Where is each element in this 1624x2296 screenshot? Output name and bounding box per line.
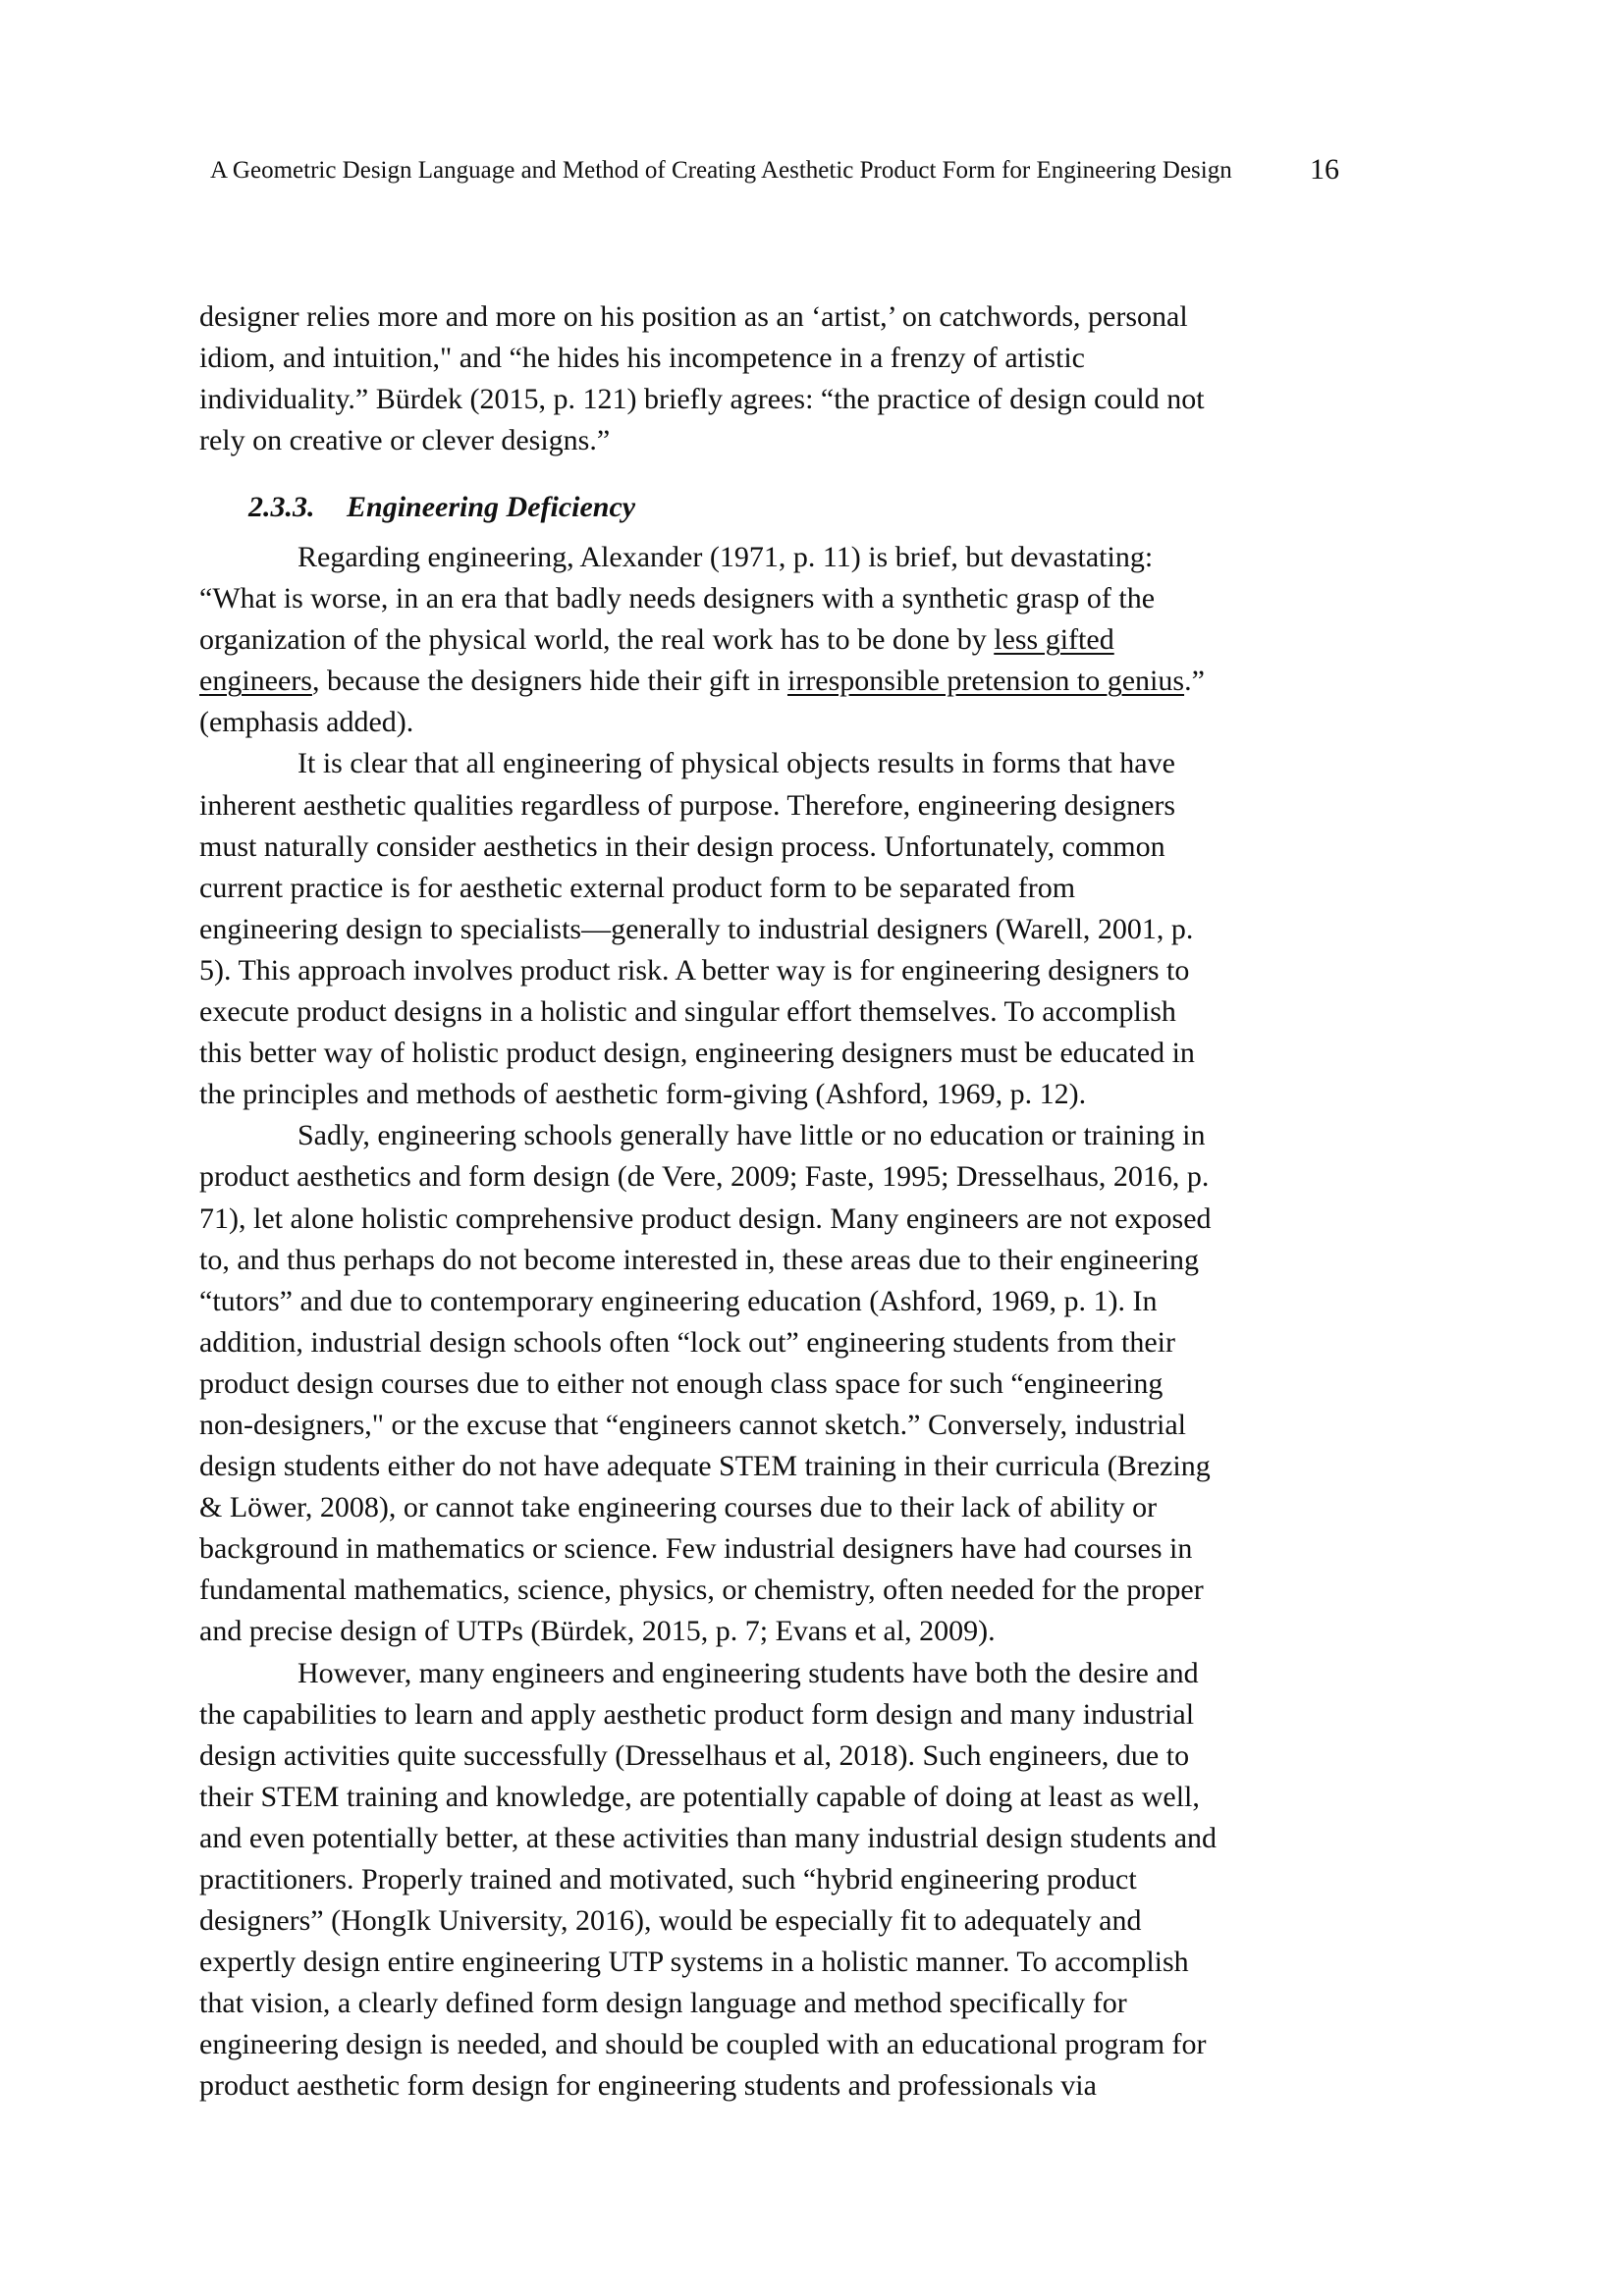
text-segment: , because the designers hide their gift in: [311, 665, 787, 698]
text-line: [199, 1859, 1217, 1900]
text-segment: the capabilities to learn and apply aesthetic product form design and many industrial: [199, 1697, 1195, 1731]
text-line: [199, 785, 1217, 827]
page-number: 16: [1310, 153, 1339, 186]
text-line: [199, 1033, 1217, 1074]
text-segment: and even potentially better, at these activities than many industrial design students and: [199, 1821, 1218, 1854]
text-line: [199, 2065, 1217, 2107]
text-line: [199, 1900, 1217, 1942]
text-segment: “tutors” and due to contemporary engineering education (Ashford, 1969, p. 1). In: [199, 1284, 1158, 1317]
text-segment: non-designers," or the excuse that “engineers cannot sketch.” Conversely, industrial: [199, 1408, 1186, 1441]
text-segment: It is clear that all engineering of physical objects results in forms that have: [298, 747, 1175, 780]
text-line: [199, 661, 1217, 702]
text-segment: idiom, and intuition," and “he hides his incompetence in a frenzy of artistic: [199, 342, 1085, 375]
text-segment: the principles and methods of aesthetic form-giving (Ashford, 1969, p. 12).: [199, 1078, 1087, 1111]
text-line: [199, 909, 1217, 950]
text-segment: to, and thus perhaps do not become interested in, these areas due to their engineering: [199, 1243, 1200, 1276]
text-line: [199, 950, 1217, 991]
text-line: [199, 1818, 1217, 1859]
text-segment: individuality.” Bürdek (2015, p. 121) briefly agrees: “the practice of design could not: [199, 383, 1205, 416]
text-segment: (emphasis added).: [199, 706, 414, 739]
text-segment: product aesthetic form design for engineering students and professionals via: [199, 2069, 1097, 2103]
text-line: [199, 1405, 1217, 1446]
text-line: [199, 1694, 1217, 1735]
text-line: [199, 379, 1205, 420]
text-segment: Sadly, engineering schools generally have little or no education or training in: [298, 1119, 1206, 1152]
underlined-emphasis: irresponsible pretension to genius: [786, 665, 1185, 698]
text-line: [199, 1777, 1217, 1818]
text-segment: this better way of holistic product design, engineering designers must be educated in: [199, 1037, 1195, 1070]
text-line: [199, 827, 1217, 868]
text-segment: must naturally consider aesthetics in their design process. Unfortunately, common: [199, 829, 1165, 863]
text-line: [199, 1611, 1217, 1652]
underlined-emphasis: engineers: [199, 665, 312, 698]
text-line: [199, 1653, 1217, 1694]
section-heading: [248, 487, 635, 528]
text-segment: 5). This approach involves product risk. A better way is for engineering designers to: [199, 953, 1190, 987]
text-line: [199, 1528, 1217, 1570]
text-segment: background in mathematics or science. Few industrial designers have had courses in: [199, 1532, 1193, 1566]
text-line: [199, 868, 1217, 909]
text-segment: design activities quite successfully (Dresselhaus et al, 2018). Such engineers, due to: [199, 1738, 1190, 1772]
text-line: [199, 1446, 1217, 1487]
text-segment: designers” (HongIk University, 2016), would be especially fit to adequately and: [199, 1904, 1142, 1938]
text-segment: design students either do not have adequate STEM training in their curricula (Brezing: [199, 1450, 1211, 1483]
text-segment: addition, industrial design schools often “lock out” engineering students from their: [199, 1325, 1175, 1359]
text-line: [199, 1487, 1217, 1528]
text-line: [199, 1942, 1217, 1983]
text-line: [199, 578, 1217, 619]
text-segment: designer relies more and more on his position as an ‘artist,’ on catchwords, personal: [199, 300, 1188, 333]
text-segment: current practice is for aesthetic external product form to be separated from: [199, 871, 1076, 904]
text-line: [199, 1115, 1217, 1156]
text-line: [199, 743, 1217, 784]
text-line: [199, 1074, 1217, 1115]
running-header: A Geometric Design Language and Method of Creating Aesthetic Product Form for Engineering Design: [210, 157, 1232, 184]
text-segment: “What is worse, in an era that badly needs designers with a synthetic grasp of the: [199, 582, 1156, 615]
text-segment: Regarding engineering, Alexander (1971, p. 11) is brief, but devastating:: [298, 541, 1154, 573]
text-segment: inherent aesthetic qualities regardless of purpose. Therefore, engineering designers: [199, 788, 1176, 822]
text-line: [199, 1570, 1217, 1611]
text-segment: .”: [1184, 665, 1205, 698]
text-segment: execute product designs in a holistic and singular effort themselves. To accomplish: [199, 995, 1176, 1029]
text-line: [199, 1240, 1217, 1281]
text-segment: engineering design to specialists—generally to industrial designers (Warell, 2001, p.: [199, 912, 1194, 945]
text-segment: their STEM training and knowledge, are potentially capable of doing at least as well,: [199, 1780, 1200, 1813]
text-line: [199, 338, 1205, 379]
text-segment: 71), let alone holistic comprehensive product design. Many engineers are not exposed: [199, 1201, 1212, 1235]
text-segment: and precise design of UTPs (Bürdek, 2015, p. 7; Evans et al, 2009).: [199, 1615, 996, 1648]
text-segment: practitioners. Properly trained and motivated, such “hybrid engineering product: [199, 1863, 1137, 1896]
text-segment: product design courses due to either not enough class space for such “engineering: [199, 1366, 1164, 1400]
text-line: [199, 619, 1217, 661]
text-line: [199, 296, 1205, 338]
text-segment: product aesthetics and form design (de Vere, 2009; Faste, 1995; Dresselhaus, 2016, p.: [199, 1160, 1210, 1194]
text-segment: expertly design entire engineering UTP systems in a holistic manner. To accomplish: [199, 1946, 1189, 1979]
text-segment: However, many engineers and engineering students have both the desire and: [298, 1656, 1199, 1689]
text-segment: engineering design is needed, and should be coupled with an educational program for: [199, 2028, 1207, 2061]
text-line: [199, 702, 1217, 743]
body-text-block-2: [199, 537, 1217, 2108]
text-segment: rely on creative or clever designs.”: [199, 424, 611, 457]
section-title: Engineering Deficiency: [347, 491, 636, 523]
text-line: [199, 991, 1217, 1033]
section-number: 2.3.3.: [248, 491, 315, 523]
text-line: [199, 420, 1205, 461]
text-line: [199, 1281, 1217, 1322]
text-segment: & Löwer, 2008), or cannot take engineering courses due to their lack of ability or: [199, 1491, 1158, 1524]
body-text-block-1: [199, 296, 1205, 461]
text-line: [199, 1322, 1217, 1363]
text-segment: fundamental mathematics, science, physics, or chemistry, often needed for the proper: [199, 1574, 1204, 1607]
text-segment: that vision, a clearly defined form design language and method specifically for: [199, 1987, 1127, 2020]
text-segment: organization of the physical world, the real work has to be done by: [199, 623, 995, 657]
text-line: [199, 1199, 1217, 1240]
text-line: [199, 2024, 1217, 2065]
text-line: [199, 1156, 1217, 1198]
text-line: [199, 1983, 1217, 2024]
text-line: [199, 1735, 1217, 1777]
underlined-emphasis: less gifted: [994, 623, 1114, 657]
text-line: [199, 537, 1217, 578]
text-line: [199, 1363, 1217, 1405]
